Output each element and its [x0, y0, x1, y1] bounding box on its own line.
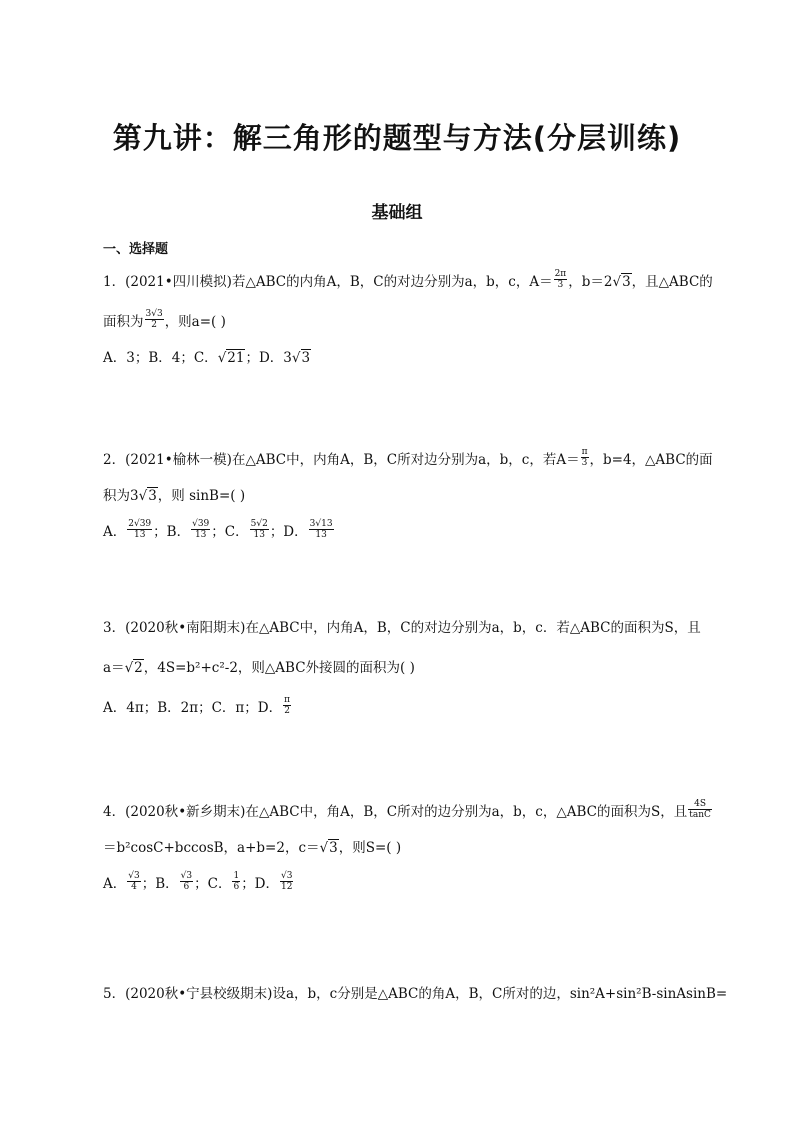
question-4-line-1: 4．(2020秋•新乡期末)在△ABC中，角A，B，C所对的边分别为a，b，c，△ABC的面积为S，且 $\frac{4S}{\tan C}$ [103, 799, 711, 820]
q1-text: 1．(2021•四川模拟)若△ABC的内角A，B，C的对边分别为a，b，c，A＝ [103, 274, 553, 290]
section-heading: 一、选择题 [103, 242, 169, 257]
q4-fraction: $\frac{4S}{\tan C}$ [689, 799, 711, 820]
question-2-options: A． $\frac{2√39}{13}$ ；B． $\frac{√39}{13}$ ；C． $\frac{5√2}{13}$ ；D． $\frac{3√13}{13}$ [103, 519, 333, 540]
q2-angle-fraction: $\frac{\pi}{3}$ [581, 447, 588, 468]
question-1-line-1: 1．(2021•四川模拟)若△ABC的内角A，B，C的对边分别为a，b，c，A＝ $\frac{2\pi}{3}$ ，b＝2√3，且△ABC的 [103, 269, 713, 290]
q1-angle-fraction: $\frac{2\pi}{3}$ [554, 269, 567, 290]
q1-b-sqrt: √3 [612, 274, 631, 290]
q1-area-fraction: $\frac{3√3}{2}$ [145, 309, 163, 330]
question-4-options: A． $\frac{√3}{4}$ ；B． $\frac{√3}{6}$ ；C． $\frac{1}{6}$ ；D． $\frac{√3}{12}$ [103, 871, 293, 892]
question-3-options: A．4π；B．2π；C．π；D． $\frac{\pi}{2}$ [103, 695, 291, 716]
question-1-options: A．3；B．4；C．√21；D．3√3 [103, 350, 311, 366]
section-subtitle: 基础组 [371, 203, 423, 223]
question-3-line-1: 3．(2020秋•南阳期末)在△ABC中，内角A，B，C的对边分别为a，b，c．若△ABC的面积为S，且 [103, 620, 701, 636]
question-1-line-2: 面积为 $\frac{3√3}{2}$ ，则a=( ) [103, 309, 226, 330]
question-5-line-1: 5．(2020秋•宁县校级期末)设a，b，c分别是△ABC的角A，B，C所对的边，sin²A+sin²B-sinAsinB= [103, 986, 728, 1002]
question-3-line-2: a＝√2，4S=b²+c²-2，则△ABC外接圆的面积为( ) [103, 660, 415, 676]
question-4-line-2: ＝b²cosC+bccosB，a+b=2，c＝√3，则S=( ) [103, 840, 402, 856]
question-2-line-1: 2．(2021•榆林一模)在△ABC中，内角A，B，C所对边分别为a，b，c，若A＝ $\frac{\pi}{3}$ ，b=4，△ABC的面 [103, 447, 713, 468]
page-title: 第九讲：解三角形的题型与方法(分层训练) [112, 121, 682, 155]
question-2-line-2: 积为3√3，则 sinB=( ) [103, 488, 246, 504]
